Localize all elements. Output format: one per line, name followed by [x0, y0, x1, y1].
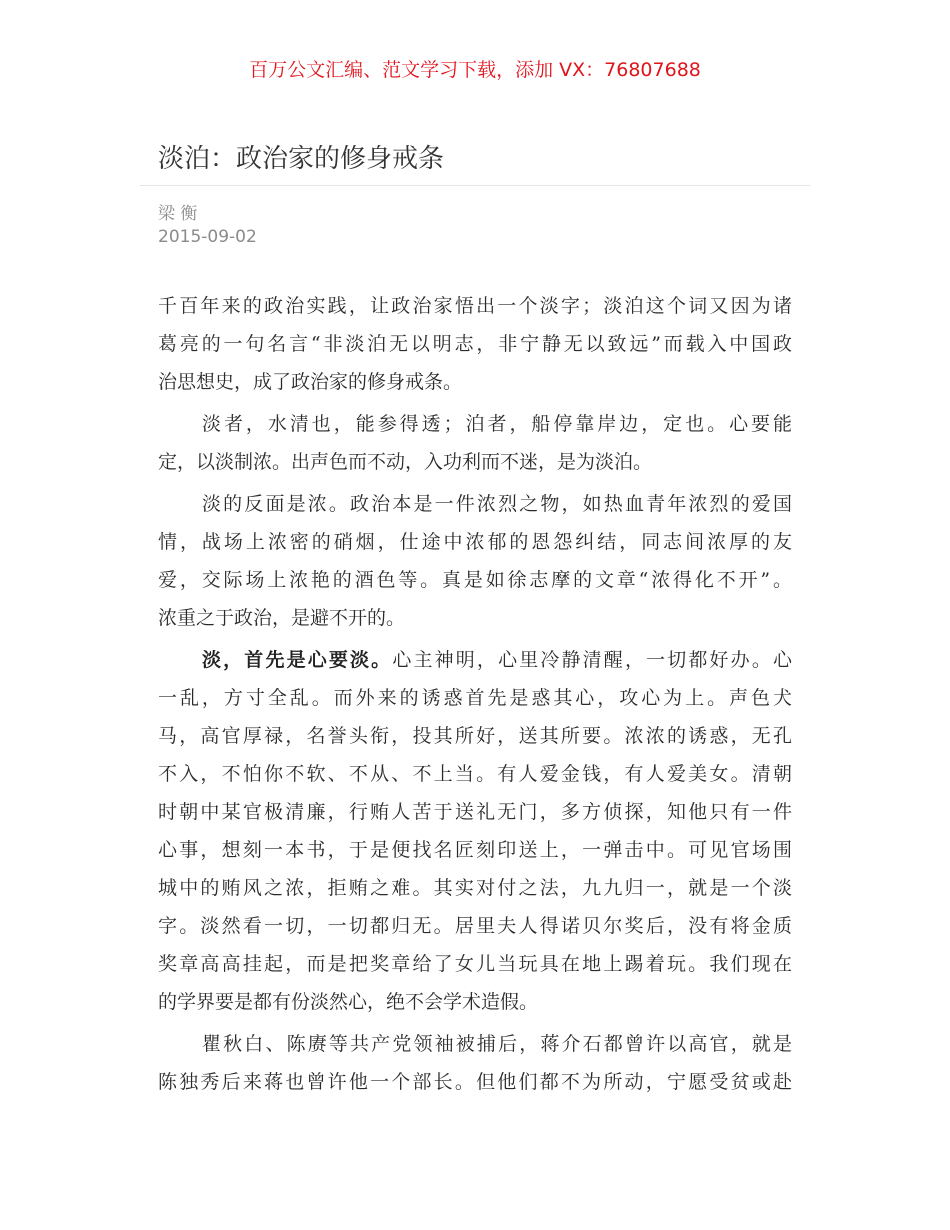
paragraph-line: 心事，想刻一本书，于是便找名匠刻印送上，一弹击中。可见官场围 [158, 839, 792, 861]
article-body [158, 287, 792, 1105]
paragraph [158, 485, 792, 637]
paragraph-line: 治思想史，成了政治家的修身戒条。 [158, 371, 463, 393]
paragraph-line: 瞿秋白、陈赓等共产党领袖被捕后，蒋介石都曾许以高官，就是 [202, 1033, 792, 1055]
publish-date: 2015-09-02 [158, 227, 257, 247]
paragraph [158, 405, 792, 481]
paragraph-line: 不入，不怕你不软、不从、不上当。有人爱金钱，有人爱美女。清朝 [158, 763, 792, 785]
paragraph-line: 葛亮的一句名言“非淡泊无以明志，非宁静无以致远”而载入中国政 [158, 333, 792, 355]
bold-lead: 淡，首先是心要淡。 [202, 649, 393, 671]
paragraph-line: 字。淡然看一切，一切都归无。居里夫人得诺贝尔奖后，没有将金质 [158, 915, 792, 937]
paragraph-line: 爱，交际场上浓艳的酒色等。真是如徐志摩的文章“浓得化不开”。 [158, 569, 792, 591]
author: 梁 衡 [158, 204, 198, 224]
paragraph-line: 奖章高高挂起，而是把奖章给了女儿当玩具在地上踢着玩。我们现在 [158, 953, 792, 975]
paragraph-line: 情，战场上浓密的硝烟，仕途中浓郁的恩怨纠结，同志间浓厚的友 [158, 531, 792, 553]
paragraph-line: 马，高官厚禄，名誉头衔，投其所好，送其所要。浓浓的诱惑，无孔 [158, 725, 792, 747]
paragraph-line: 时朝中某官极清廉，行贿人苦于送礼无门，多方侦探，知他只有一件 [158, 801, 792, 823]
title-divider [140, 185, 810, 186]
paragraph [158, 1025, 792, 1101]
paragraph-line: 淡者，水清也，能参得透；泊者，船停靠岸边，定也。心要能 [202, 413, 792, 435]
paragraph-line: 一乱，方寸全乱。而外来的诱惑首先是惑其心，攻心为上。声色犬 [158, 687, 792, 709]
paragraph-line: 的学界要是都有份淡然心，绝不会学术造假。 [158, 991, 539, 1013]
paragraph-line: 陈独秀后来蒋也曾许他一个部长。但他们都不为所动，宁愿受贫或赴 [158, 1071, 792, 1093]
article-title: 淡泊：政治家的修身戒条 [158, 144, 445, 174]
paragraph-line: 城中的贿风之浓，拒贿之难。其实对付之法，九九归一，就是一个淡 [158, 877, 792, 899]
paragraph-line: 淡，首先是心要淡。心主神明，心里冷静清醒，一切都好办。心 [202, 649, 792, 671]
paragraph-line: 浓重之于政治，是避不开的。 [158, 607, 406, 629]
article-meta [158, 203, 257, 249]
download-banner: 百万公文汇编、范文学习下载，添加 VX：76807688 [249, 59, 701, 81]
paragraph-line: 定，以淡制浓。出声色而不动，入功利而不迷，是为淡泊。 [158, 451, 653, 473]
paragraph [158, 287, 792, 401]
paragraph-line: 淡的反面是浓。政治本是一件浓烈之物，如热血青年浓烈的爱国 [202, 493, 792, 515]
paragraph-line: 千百年来的政治实践，让政治家悟出一个淡字；淡泊这个词又因为诸 [158, 295, 792, 317]
paragraph [158, 641, 792, 1021]
